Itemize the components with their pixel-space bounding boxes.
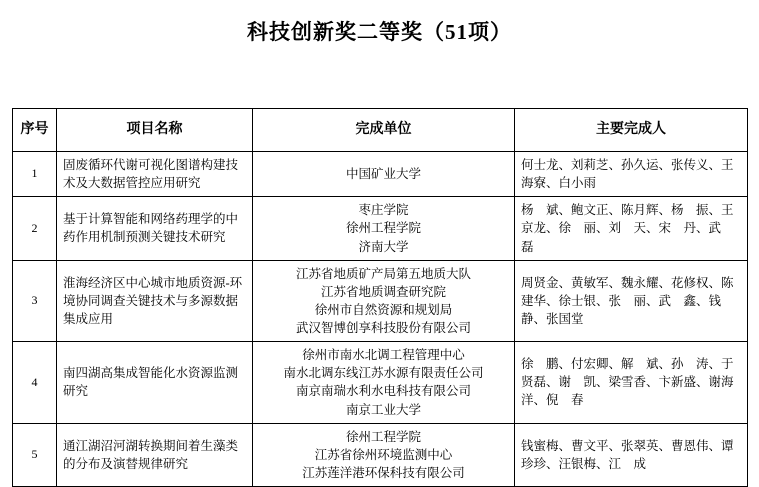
table-body <box>13 152 748 487</box>
row-project-name: 固废循环代谢可视化图谱构建技术及大数据管控应用研究 <box>57 152 253 197</box>
row-project-name: 通江湖沼河湖转换期间着生藻类的分布及演替规律研究 <box>57 423 253 486</box>
table-header-row <box>13 109 748 152</box>
column-header-project: 项目名称 <box>57 109 253 152</box>
row-index: 1 <box>13 152 57 197</box>
row-index: 2 <box>13 197 57 260</box>
row-unit: 徐州工程学院 江苏省徐州环境监测中心 江苏莲洋港环保科技有限公司 <box>253 423 515 486</box>
row-project-name: 淮海经济区中心城市地质资源-环境协同调查关键技术与多源数据集成应用 <box>57 260 253 342</box>
row-index: 5 <box>13 423 57 486</box>
column-header-people: 主要完成人 <box>515 109 748 152</box>
table-row <box>13 197 748 260</box>
row-project-name: 南四湖高集成智能化水资源监测研究 <box>57 342 253 424</box>
row-unit: 中国矿业大学 <box>253 152 515 197</box>
row-people: 周贤金、黄敏军、魏永耀、花修权、陈建华、徐士银、张 丽、武 鑫、钱 静、张国堂 <box>515 260 748 342</box>
column-header-unit: 完成单位 <box>253 109 515 152</box>
row-index: 3 <box>13 260 57 342</box>
award-table-container <box>12 108 747 487</box>
row-unit: 江苏省地质矿产局第五地质大队 江苏省地质调查研究院 徐州市自然资源和规划局 武汉智博创享科技股份有限公司 <box>253 260 515 342</box>
page-title: 科技创新奖二等奖（51项） <box>247 20 512 44</box>
column-header-index: 序号 <box>13 109 57 152</box>
row-people: 钱蜜梅、曹文平、张翠英、曹恩伟、谭珍珍、汪银梅、江 成 <box>515 423 748 486</box>
row-people: 徐 鹏、付宏卿、解 斌、孙 涛、于贤磊、谢 凯、梁雪香、卞新盛、谢海洋、倪 春 <box>515 342 748 424</box>
table-row <box>13 152 748 197</box>
row-people: 何士龙、刘莉芝、孙久运、张传义、王海寮、白小雨 <box>515 152 748 197</box>
table-row <box>13 260 748 342</box>
row-unit: 枣庄学院 徐州工程学院 济南大学 <box>253 197 515 260</box>
row-project-name: 基于计算智能和网络药理学的中药作用机制预测关键技术研究 <box>57 197 253 260</box>
row-people: 杨 斌、鲍文正、陈月辉、杨 振、王京龙、徐 丽、刘 天、宋 丹、武 磊 <box>515 197 748 260</box>
table-row <box>13 423 748 486</box>
row-unit: 徐州市南水北调工程管理中心 南水北调东线江苏水源有限责任公司 南京南瑞水利水电科技有限公司 南京工业大学 <box>253 342 515 424</box>
award-table <box>12 108 748 487</box>
row-index: 4 <box>13 342 57 424</box>
table-row <box>13 342 748 424</box>
document-page <box>0 16 759 479</box>
